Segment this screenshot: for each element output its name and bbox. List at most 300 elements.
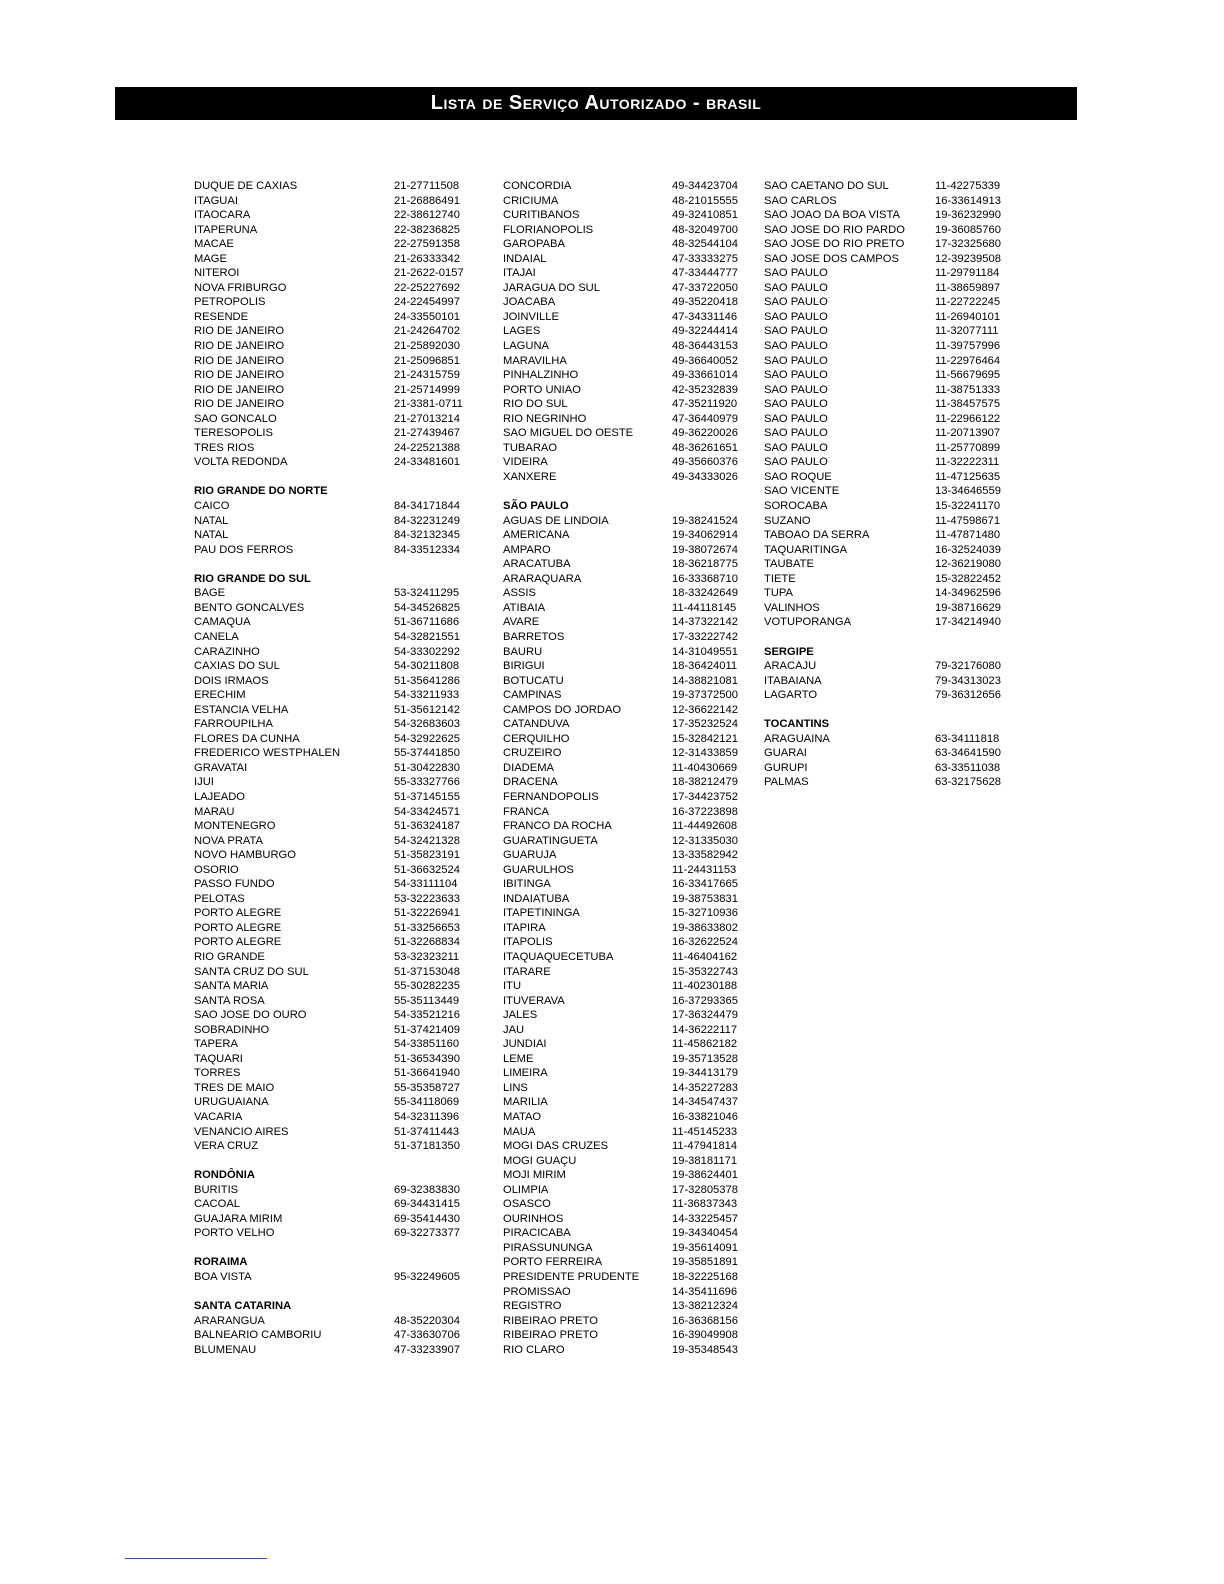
city-name: TAPERA [194,1038,238,1051]
phone-number: 11-39757996 [935,340,1001,353]
city-name: DIADEMA [503,761,554,774]
directory-column-3 [764,179,1002,790]
phone-number: 21-26886491 [394,194,460,207]
city-name: PELOTAS [194,892,245,905]
city-name: BAGE [194,587,226,600]
directory-entry [503,1270,739,1285]
city-name: ARACAJU [764,660,817,673]
directory-entry [194,266,476,281]
city-name: SAO PAULO [764,281,828,294]
city-name: ITAPERUNA [194,223,258,236]
directory-entry [194,746,476,761]
phone-number: 48-36261651 [672,441,738,454]
directory-entry [503,688,739,703]
directory-entry [194,208,476,223]
directory-entry [764,601,1002,616]
phone-number: 49-36640052 [672,354,738,367]
phone-number: 55-30282235 [394,980,460,993]
directory-entry [503,528,739,543]
directory-entry [764,572,1002,587]
city-name: DOIS IRMAOS [194,674,269,687]
city-name: OURINHOS [503,1212,564,1225]
directory-entry [194,703,476,718]
phone-number: 51-35641286 [394,674,460,687]
phone-number: 55-35358727 [394,1081,460,1094]
phone-number: 51-36711686 [394,616,460,629]
directory-entry [503,194,739,209]
city-name: SAO JOSE DOS CAMPOS [764,252,899,265]
directory-entry [194,805,476,820]
city-name: RIO DO SUL [503,398,568,411]
directory-entry [503,543,739,558]
phone-number: 22-27591358 [394,238,460,251]
city-name: PALMAS [764,776,809,789]
directory-entry [503,324,739,339]
phone-number: 14-31049551 [672,645,738,658]
phone-number: 19-34413179 [672,1067,738,1080]
directory-entry [764,455,1002,470]
city-name: TRES RIOS [194,441,255,454]
phone-number: 11-38659897 [935,281,1001,294]
city-name: JAU [503,1023,525,1036]
directory-entry [503,383,739,398]
directory-entry [194,368,476,383]
city-name: AMERICANA [503,529,570,542]
phone-number: 79-32176080 [935,660,1001,673]
city-name: REGISTRO [503,1300,562,1313]
directory-entry [503,965,739,980]
city-name: OLIMPIA [503,1183,549,1196]
directory-entry [194,717,476,732]
city-name: RIO DE JANEIRO [194,383,285,396]
directory-entry [503,572,739,587]
city-name: RIO DE JANEIRO [194,354,285,367]
city-name: RIO NEGRINHO [503,412,587,425]
phone-number: 19-38633802 [672,921,738,934]
city-name: CAXIAS DO SUL [194,660,280,673]
phone-number: 51-35612142 [394,703,460,716]
phone-number: 11-56679695 [935,369,1001,382]
phone-number: 11-45862182 [672,1038,738,1051]
city-name: NATAL [194,514,229,527]
directory-entry [194,426,476,441]
city-name: SOROCABA [764,500,828,513]
directory-entry [503,223,739,238]
directory-entry [194,848,476,863]
directory-entry [764,412,1002,427]
directory-entry [194,237,476,252]
phone-number: 49-32244414 [672,325,738,338]
directory-entry [503,1255,739,1270]
phone-number: 18-32225168 [672,1271,738,1284]
city-name: SAO PAULO [764,354,828,367]
directory-entry [503,1183,739,1198]
phone-number: 84-33512334 [394,543,460,556]
phone-number: 12-39239508 [935,252,1001,265]
directory-entry [503,586,739,601]
city-name: PIRASSUNUNGA [503,1241,593,1254]
city-name: SANTA CRUZ DO SUL [194,965,309,978]
city-name: TORRES [194,1067,241,1080]
phone-number: 69-32273377 [394,1227,460,1240]
phone-number: 95-32249605 [394,1271,460,1284]
directory-entry [194,877,476,892]
city-name: LAGES [503,325,541,338]
directory-entry [194,1343,476,1358]
directory-entry [194,834,476,849]
directory-entry [503,455,739,470]
directory-entry [764,761,1002,776]
phone-number: 54-32311396 [394,1111,460,1123]
phone-number: 54-34526825 [394,601,460,614]
city-name: CAMPINAS [503,689,562,702]
phone-number: 51-37421409 [394,1023,460,1036]
directory-entry [194,1110,476,1125]
city-name: SAO VICENTE [764,485,840,498]
phone-number: 63-34641590 [935,747,1001,760]
phone-number: 19-35614091 [672,1241,738,1254]
phone-number: 15-32842121 [672,732,738,745]
directory-entry [194,688,476,703]
city-name: JARAGUA DO SUL [503,281,600,294]
city-name: JOINVILLE [503,310,559,323]
directory-entry [764,383,1002,398]
column-2-clip [503,179,743,1363]
phone-number: 49-35220418 [672,296,738,309]
phone-number: 16-37223898 [672,805,738,818]
city-name: INDAIATUBA [503,892,570,905]
phone-number: 49-32410851 [672,209,738,222]
phone-number: 11-26940101 [935,310,1001,323]
directory-entry [503,1081,739,1096]
directory-column-2 [503,179,739,1357]
phone-number: 14-35411696 [672,1285,738,1298]
phone-number: 48-35220304 [394,1314,460,1327]
phone-number: 51-33256653 [394,921,460,934]
city-name: MAGE [194,252,227,265]
city-name: FLORES DA CUNHA [194,732,300,745]
city-name: LAJEADO [194,790,245,803]
phone-number: 18-36424011 [672,660,738,673]
directory-entry [503,761,739,776]
directory-entry [503,863,739,878]
phone-number: 19-38716629 [935,601,1001,614]
city-name: SAO PAULO [764,310,828,323]
city-name: NITEROI [194,267,240,280]
phone-number: 12-36622142 [672,703,738,716]
city-name: MARAVILHA [503,354,567,367]
directory-entry [764,295,1002,310]
page-title-banner [115,87,1077,120]
city-name: BURITIS [194,1183,239,1196]
phone-number: 21-24264702 [394,325,460,338]
city-name: PORTO UNIAO [503,383,581,396]
phone-number: 19-37372500 [672,689,738,702]
city-name: ARAGUAINA [764,732,830,745]
directory-entry [764,426,1002,441]
city-name: CAICO [194,500,230,513]
phone-number: 47-33233907 [394,1343,460,1356]
directory-entry [194,1095,476,1110]
city-name: ITAJAI [503,267,536,280]
directory-entry [194,1314,476,1329]
phone-number: 54-33302292 [394,645,460,658]
phone-number: 42-35232839 [672,383,738,396]
directory-entry [503,674,739,689]
directory-entry [194,965,476,980]
city-name: GUARATINGUETA [503,834,598,847]
city-name: TAUBATE [764,558,814,571]
directory-entry [764,208,1002,223]
phone-number: 11-47871480 [935,529,1001,542]
city-name: LAGARTO [764,689,818,702]
city-name: JUNDIAI [503,1038,547,1051]
directory-entry [194,601,476,616]
city-name: SANTA MARIA [194,980,269,993]
directory-entry [194,499,476,514]
phone-number: 48-21015555 [672,194,738,207]
directory-entry [503,630,739,645]
directory-entry [194,935,476,950]
phone-number: 14-37322142 [672,616,738,629]
phone-number: 21-3381-0711 [394,398,463,411]
city-name: URUGUAIANA [194,1096,269,1109]
directory-entry [503,790,739,805]
city-name: ASSIS [503,587,536,600]
directory-entry [503,1125,739,1140]
phone-number: 54-32821551 [394,630,460,643]
directory-entry [764,557,1002,572]
phone-number: 19-38072674 [672,543,738,556]
city-name: GUARUJA [503,849,557,862]
phone-number: 21-27439467 [394,427,460,440]
directory-entry [194,310,476,325]
city-name: BENTO GONCALVES [194,601,305,614]
directory-entry [764,659,1002,674]
phone-number: 11-44118145 [672,601,737,614]
directory-entry [503,1095,739,1110]
directory-entry [503,1139,739,1154]
directory-entry [194,324,476,339]
directory-entry [194,412,476,427]
city-name: NOVO HAMBURGO [194,849,296,862]
city-name: CATANDUVA [503,718,570,731]
directory-entry [194,761,476,776]
phone-number: 13-33582942 [672,849,738,862]
phone-number: 51-32226941 [394,907,460,920]
directory-entry [503,935,739,950]
phone-number: 19-38753831 [672,892,738,905]
directory-entry [194,586,476,601]
directory-entry [503,819,739,834]
directory-entry [194,455,476,470]
phone-number: 15-32710936 [672,907,738,920]
city-name: ITAGUAI [194,194,238,207]
phone-number: 19-36085760 [935,223,1001,236]
directory-entry [194,979,476,994]
city-name: MOJI MIRIM [503,1169,566,1182]
city-name: ITUVERAVA [503,994,565,1007]
phone-number: 15-32822452 [935,572,1001,585]
directory-entry [503,601,739,616]
phone-number: 15-35322743 [672,965,738,978]
city-name: SAO PAULO [764,296,828,309]
phone-number: 14-38821081 [672,674,738,687]
city-name: JOACABA [503,296,556,309]
phone-number: 49-35660376 [672,456,738,469]
phone-number: 48-36443153 [672,340,738,353]
phone-number: 54-32421328 [394,834,460,847]
phone-number: 18-38212479 [672,776,738,789]
phone-number: 51-35823191 [394,849,460,862]
directory-entry [503,281,739,296]
city-name: CURITIBANOS [503,209,580,222]
state-heading: SANTA CATARINA [194,1300,292,1313]
directory-entry [194,543,476,558]
city-name: PORTO ALEGRE [194,936,282,949]
phone-number: 49-36220026 [672,427,738,440]
phone-number: 21-24315759 [394,369,460,382]
city-name: GUARULHOS [503,863,574,876]
directory-entry [503,892,739,907]
directory-entry [764,397,1002,412]
directory-entry [194,1183,476,1198]
phone-number: 22-38612740 [394,209,460,222]
city-name: TUPA [764,587,794,600]
city-name: RIO DE JANEIRO [194,325,285,338]
city-name: BIRIGUI [503,660,545,673]
phone-number: 21-27711508 [394,180,460,192]
phone-number: 54-33211933 [394,689,460,702]
phone-number: 18-36218775 [672,558,738,571]
directory-entry [503,1052,739,1067]
directory-entry [503,1299,739,1314]
city-name: ITU [503,980,522,993]
directory-entry [194,775,476,790]
phone-number: 21-2622-0157 [394,267,464,280]
state-heading: RIO GRANDE DO NORTE [194,485,328,498]
phone-number: 51-36641940 [394,1067,460,1080]
city-name: GUAJARA MIRIM [194,1212,283,1225]
phone-number: 84-32231249 [394,514,460,527]
directory-entry [503,1066,739,1081]
directory-entry [194,921,476,936]
phone-number: 49-34333026 [672,470,738,483]
directory-entry [503,834,739,849]
city-name: TERESOPOLIS [194,427,273,440]
phone-number: 51-37411443 [394,1125,460,1138]
directory-entry [503,1241,739,1256]
phone-number: 55-33327766 [394,776,460,789]
city-name: VOLTA REDONDA [194,456,288,469]
directory-entry [194,1270,476,1285]
directory-entry [764,499,1002,514]
directory-entry [764,324,1002,339]
directory-entry [503,1037,739,1052]
phone-number: 11-24431153 [672,863,737,876]
directory-entry [194,615,476,630]
phone-number: 11-22722245 [935,296,1001,309]
city-name: PROMISSAO [503,1285,571,1298]
phone-number: 47-33722050 [672,281,738,294]
directory-entry [194,383,476,398]
directory-entry [194,1037,476,1052]
city-name: MAUA [503,1125,536,1138]
directory-entry [194,194,476,209]
directory-entry [194,441,476,456]
phone-number: 24-33550101 [394,310,460,323]
phone-number: 24-33481601 [394,456,460,469]
city-name: MACAE [194,238,234,251]
city-name: SAO PAULO [764,456,828,469]
phone-number: 12-31335030 [672,834,738,847]
directory-entry [764,281,1002,296]
directory-entry [503,354,739,369]
city-name: VENANCIO AIRES [194,1125,289,1138]
city-name: TUBARAO [503,441,558,454]
city-name: SAO PAULO [764,398,828,411]
phone-number: 16-33368710 [672,572,738,585]
directory-entry [503,645,739,660]
city-name: PETROPOLIS [194,296,266,309]
directory-entry [503,514,739,529]
city-name: ITARARE [503,965,551,978]
directory-entry [764,368,1002,383]
city-name: TAQUARITINGA [764,543,848,556]
city-name: AMPARO [503,543,551,556]
city-name: JALES [503,1009,538,1022]
city-name: SAO PAULO [764,427,828,440]
directory-entry [194,252,476,267]
city-name: MARILIA [503,1096,548,1109]
phone-number: 51-30422830 [394,761,460,774]
phone-number: 11-22966122 [935,412,1001,425]
city-name: FREDERICO WESTPHALEN [194,747,341,760]
phone-number: 11-40230188 [672,980,738,993]
phone-number: 11-20713907 [935,427,1001,440]
city-name: PINHALZINHO [503,369,579,382]
directory-entry [194,1212,476,1227]
phone-number: 13-38212324 [672,1300,738,1313]
phone-number: 16-32622524 [672,936,738,949]
phone-number: 54-33424571 [394,805,460,818]
directory-entry [503,266,739,281]
directory-entry [503,703,739,718]
city-name: SAO GONCALO [194,412,277,425]
city-name: RIBEIRAO PRETO [503,1314,598,1327]
city-name: LEME [503,1052,534,1065]
directory-entry [194,1008,476,1023]
city-name: SAO JOSE DO OURO [194,1009,307,1022]
phone-number: 49-33661014 [672,369,738,382]
phone-number: 51-37153048 [394,965,460,978]
city-name: VOTUPORANGA [764,616,852,629]
phone-number: 47-36440979 [672,412,738,425]
city-name: GAROPABA [503,238,565,251]
directory-entry [503,659,739,674]
state-heading: SÃO PAULO [503,500,569,513]
city-name: MATAO [503,1111,542,1123]
city-name: BAURU [503,645,543,658]
phone-number: 11-40430669 [672,761,738,774]
city-name: ITAPOLIS [503,936,553,949]
directory-entry [503,1314,739,1329]
city-name: PASSO FUNDO [194,878,275,891]
city-name: IBITINGA [503,878,551,891]
phone-number: 17-33222742 [672,630,738,643]
directory-entry [764,441,1002,456]
directory-entry [194,514,476,529]
